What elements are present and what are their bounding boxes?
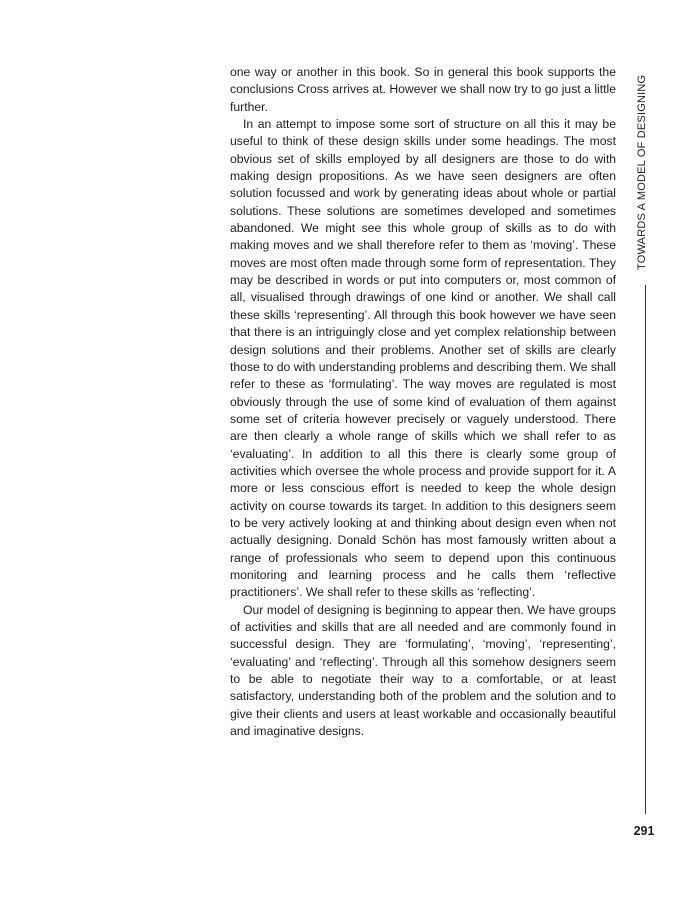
running-head: TOWARDS A MODEL OF DESIGNING: [636, 74, 648, 270]
paragraph-continued: one way or another in this book. So in general this book supports the conclusions Cross arrives at. However we shall now try to go just a little further.: [230, 65, 616, 114]
page-number: 291: [633, 824, 655, 838]
vertical-rule: [645, 285, 646, 814]
paragraph-model-of-designing: Our model of designing is beginning to appear then. We have groups of activities and skills that are all needed and are commonly found in successful design. They are ‘formulating’, ‘moving’, ‘representing’, ‘evaluating’ and ‘reflecting’. Through all this somehow designers seem to be able to negotiate their way to a comfortable, or at least satisfactory, understanding both of the problem and the solution and to give their clients and users at least workable and occasionally beautiful and imaginative designs.: [230, 602, 616, 739]
body-text: [230, 64, 616, 740]
paragraph-design-skills: In an attempt to impose some sort of structure on all this it may be useful to think of these design skills under some headings. The most obvious set of skills employed by all designers are those to do with making design propositions. As we have seen designers are often solution focussed and work by generating ideas about whole or partial solutions. These solutions are sometimes developed and sometimes abandoned. We might see this whole group of skills as to do with making moves and we shall therefore refer to them as ‘moving’. These moves are most often made through some form of representation. They may be described in words or put into computers or, most common of all, visualised through drawings of one kind or another. We shall call these skills ‘representing’. All through this book however we have seen that there is an intriguingly close and yet complex relationship between design solutions and their problems. Another set of skills are clearly those to do with understanding problems and describing them. We shall refer to these as ‘formulating’. The way moves are regulated is most obviously through the use of some kind of evaluation of them against some set of criteria however precisely or vaguely understood. There are then clearly a whole range of skills which we shall refer to as ‘evaluating’. In addition to all this there is clearly some group of activities which oversee the whole process and provide support for it. A more or less conscious effort is needed to keep the whole design activity on course towards its target. In addition to this designers seem to be very actively looking at and thinking about design even when not actually designing. Donald Schön has most famously written about a range of professionals who seem to depend upon this continuous monitoring and learning process and he calls them ‘reflective practitioners’. We shall refer to these skills as ‘reflecting’.: [230, 117, 616, 600]
